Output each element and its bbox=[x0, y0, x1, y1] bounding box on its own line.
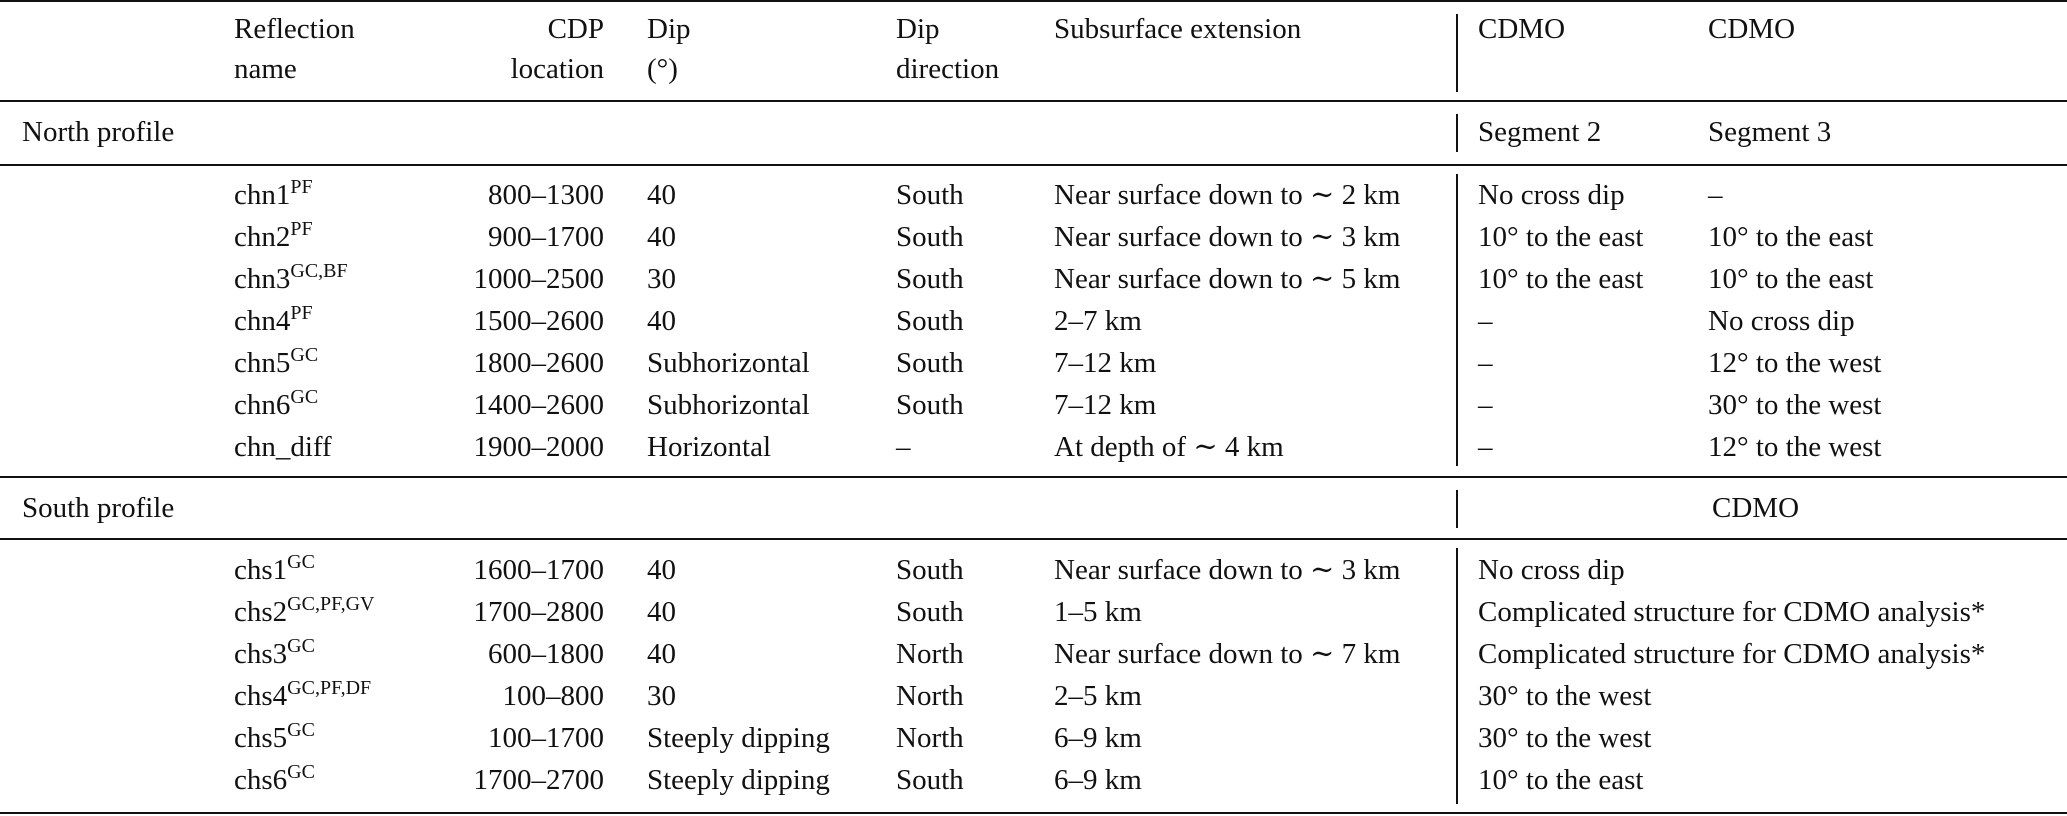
cdmo-segment-2: – bbox=[1478, 389, 1493, 421]
reflection-base-name: chn4 bbox=[234, 305, 291, 337]
south-body-separator bbox=[1456, 548, 1458, 804]
header-subsurface-extension: Subsurface extension bbox=[1054, 13, 1302, 45]
dip-direction: South bbox=[896, 389, 964, 421]
cdp-location: 1500–2600 bbox=[473, 305, 604, 337]
cdmo-segment-3: 12° to the west bbox=[1708, 431, 1882, 463]
top-rule bbox=[0, 0, 2067, 2]
reflection-superscript: GC bbox=[287, 551, 315, 573]
reflection-name bbox=[234, 550, 315, 590]
south-cdmo-label: CDMO bbox=[1712, 492, 1800, 524]
reflection-name bbox=[234, 175, 313, 215]
reflection-base-name: chs5 bbox=[234, 722, 288, 754]
dip-direction: North bbox=[896, 680, 964, 712]
dip-value: Steeply dipping bbox=[647, 722, 830, 754]
subsurface-extension: 1–5 km bbox=[1054, 596, 1142, 628]
reflection-superscript: GC,PF,GV bbox=[287, 593, 375, 615]
cdp-location: 1800–2600 bbox=[473, 347, 604, 379]
reflection-name bbox=[234, 592, 375, 632]
header-reflection-name: Reflection name bbox=[234, 13, 355, 85]
reflection-name bbox=[234, 217, 313, 257]
cdmo-value: 30° to the west bbox=[1478, 680, 1652, 712]
reflection-superscript: GC,PF,DF bbox=[287, 677, 372, 699]
cdmo-segment-2: – bbox=[1478, 347, 1493, 379]
reflection-superscript: GC bbox=[287, 761, 315, 783]
cdmo-segment-2: – bbox=[1478, 305, 1493, 337]
cdmo-value: No cross dip bbox=[1478, 554, 1625, 586]
dip-value: 40 bbox=[647, 221, 676, 253]
cdmo-segment-2: 10° to the east bbox=[1478, 263, 1644, 295]
cdmo-segment-2: 10° to the east bbox=[1478, 221, 1644, 253]
north-end-rule bbox=[0, 476, 2067, 478]
subsurface-extension: 2–7 km bbox=[1054, 305, 1142, 337]
dip-direction: North bbox=[896, 722, 964, 754]
cdmo-value: 10° to the east bbox=[1478, 764, 1644, 796]
south-label-rule bbox=[0, 538, 2067, 540]
reflection-base-name: chs2 bbox=[234, 596, 288, 628]
cdmo-segment-3: 10° to the east bbox=[1708, 221, 1874, 253]
dip-value: Steeply dipping bbox=[647, 764, 830, 796]
cdmo-segment-3: 10° to the east bbox=[1708, 263, 1874, 295]
reflection-superscript: GC bbox=[290, 386, 319, 408]
subsurface-extension: 7–12 km bbox=[1054, 389, 1157, 421]
cdp-location: 1900–2000 bbox=[473, 431, 604, 463]
reflection-base-name: chs1 bbox=[234, 554, 288, 586]
reflection-base-name: chs6 bbox=[234, 764, 288, 796]
reflection-superscript: GC bbox=[287, 635, 315, 657]
cdp-location: 1000–2500 bbox=[473, 263, 604, 295]
subsurface-extension: At depth of ∼ 4 km bbox=[1054, 431, 1284, 463]
south-profile-label: South profile bbox=[22, 492, 175, 524]
cdmo-segment-3: 12° to the west bbox=[1708, 347, 1882, 379]
reflection-base-name: chn_diff bbox=[234, 431, 332, 463]
dip-value: 40 bbox=[647, 554, 676, 586]
dip-value: 40 bbox=[647, 596, 676, 628]
reflection-name bbox=[234, 718, 315, 758]
cdmo-segment-3: – bbox=[1708, 179, 1723, 211]
dip-value: Subhorizontal bbox=[647, 347, 810, 379]
subsurface-extension: Near surface down to ∼ 5 km bbox=[1054, 263, 1401, 295]
dip-value: 40 bbox=[647, 305, 676, 337]
cdp-location: 1700–2800 bbox=[473, 596, 604, 628]
dip-direction: South bbox=[896, 221, 964, 253]
dip-direction: South bbox=[896, 263, 964, 295]
dip-direction: South bbox=[896, 347, 964, 379]
reflection-name bbox=[234, 676, 371, 716]
cdmo-segment-3: No cross dip bbox=[1708, 305, 1855, 337]
header-separator bbox=[1456, 14, 1458, 92]
north-segment-3-label: Segment 3 bbox=[1708, 116, 1832, 148]
dip-value: Horizontal bbox=[647, 431, 772, 463]
reflection-superscript: GC bbox=[290, 344, 319, 366]
cdp-location: 1400–2600 bbox=[473, 389, 604, 421]
reflection-superscript: GC,BF bbox=[290, 260, 348, 282]
reflection-superscript: PF bbox=[290, 176, 313, 198]
reflection-base-name: chn2 bbox=[234, 221, 291, 253]
subsurface-extension: 7–12 km bbox=[1054, 347, 1157, 379]
cdmo-segment-2: – bbox=[1478, 431, 1493, 463]
north-label-rule bbox=[0, 164, 2067, 166]
cdp-location: 1600–1700 bbox=[473, 554, 604, 586]
reflection-base-name: chn3 bbox=[234, 263, 291, 295]
cdp-location: 900–1700 bbox=[488, 221, 604, 253]
reflection-name bbox=[234, 385, 318, 425]
reflection-name bbox=[234, 259, 348, 299]
dip-direction: South bbox=[896, 305, 964, 337]
dip-direction: North bbox=[896, 638, 964, 670]
reflection-superscript: PF bbox=[290, 218, 313, 240]
north-segment-2-label: Segment 2 bbox=[1478, 116, 1602, 148]
header-rule bbox=[0, 100, 2067, 102]
dip-value: 40 bbox=[647, 179, 676, 211]
reflection-base-name: chs4 bbox=[234, 680, 288, 712]
dip-value: Subhorizontal bbox=[647, 389, 810, 421]
reflection-name bbox=[234, 634, 315, 674]
reflection-superscript: PF bbox=[290, 302, 313, 324]
cdp-location: 800–1300 bbox=[488, 179, 604, 211]
cdp-location: 1700–2700 bbox=[473, 764, 604, 796]
header-cdmo-segment-3: CDMO bbox=[1708, 13, 1796, 45]
subsurface-extension: Near surface down to ∼ 7 km bbox=[1054, 638, 1401, 670]
subsurface-extension: 6–9 km bbox=[1054, 722, 1142, 754]
header-dip: Dip (°) bbox=[647, 13, 691, 85]
dip-direction: South bbox=[896, 764, 964, 796]
header-cdmo-segment-2: CDMO bbox=[1478, 13, 1566, 45]
reflection-base-name: chn6 bbox=[234, 389, 291, 421]
cdp-location: 100–800 bbox=[502, 680, 604, 712]
reflection-base-name: chn1 bbox=[234, 179, 291, 211]
cdp-location: 600–1800 bbox=[488, 638, 604, 670]
reflection-name bbox=[234, 343, 318, 383]
north-body-separator bbox=[1456, 174, 1458, 466]
reflection-name bbox=[234, 760, 315, 800]
subsurface-extension: Near surface down to ∼ 3 km bbox=[1054, 554, 1401, 586]
dip-direction: South bbox=[896, 179, 964, 211]
north-profile-label: North profile bbox=[22, 116, 175, 148]
dip-direction: South bbox=[896, 596, 964, 628]
header-cdp-location: CDP location bbox=[510, 13, 604, 85]
dip-value: 30 bbox=[647, 680, 676, 712]
dip-value: 40 bbox=[647, 638, 676, 670]
subsurface-extension: Near surface down to ∼ 3 km bbox=[1054, 221, 1401, 253]
subsurface-extension: 6–9 km bbox=[1054, 764, 1142, 796]
cdp-location: 100–1700 bbox=[488, 722, 604, 754]
reflection-superscript: GC bbox=[287, 719, 315, 741]
cdmo-value: Complicated structure for CDMO analysis* bbox=[1478, 638, 1986, 670]
south-label-separator bbox=[1456, 490, 1458, 528]
header-dip-direction: Dip direction bbox=[896, 13, 1000, 85]
reflection-name bbox=[234, 301, 313, 341]
subsurface-extension: 2–5 km bbox=[1054, 680, 1142, 712]
cdmo-value: 30° to the west bbox=[1478, 722, 1652, 754]
reflection-base-name: chn5 bbox=[234, 347, 291, 379]
cdmo-segment-2: No cross dip bbox=[1478, 179, 1625, 211]
subsurface-extension: Near surface down to ∼ 2 km bbox=[1054, 179, 1401, 211]
cdmo-segment-3: 30° to the west bbox=[1708, 389, 1882, 421]
dip-value: 30 bbox=[647, 263, 676, 295]
reflection-base-name: chs3 bbox=[234, 638, 288, 670]
bottom-rule bbox=[0, 812, 2067, 814]
dip-direction: South bbox=[896, 554, 964, 586]
reflection-name bbox=[234, 427, 332, 467]
dip-direction: – bbox=[896, 431, 911, 463]
cdmo-value: Complicated structure for CDMO analysis* bbox=[1478, 596, 1986, 628]
north-label-separator bbox=[1456, 114, 1458, 152]
